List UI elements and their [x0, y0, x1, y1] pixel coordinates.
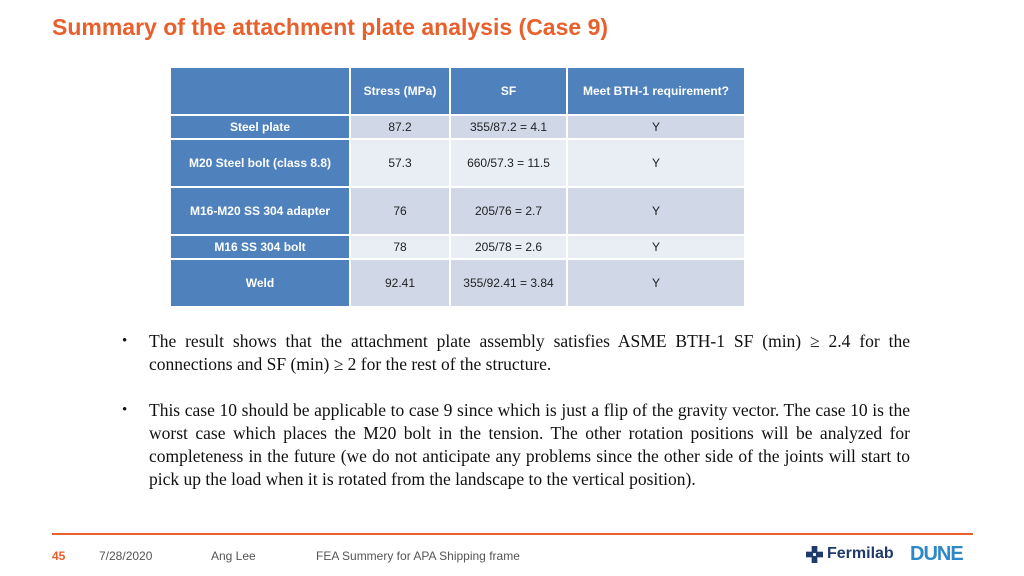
row-stress: 92.41: [351, 260, 449, 306]
row-component: Steel plate: [171, 116, 349, 138]
dune-logo: DUNE: [910, 543, 963, 565]
header-requirement: Meet BTH-1 requirement?: [568, 68, 744, 114]
table-row: [171, 260, 744, 306]
row-stress: 57.3: [351, 140, 449, 186]
table-row: [171, 236, 744, 258]
row-stress: 76: [351, 188, 449, 234]
bullet-icon: •: [122, 402, 128, 418]
table-header-row: [171, 68, 744, 114]
row-stress: 78: [351, 236, 449, 258]
row-sf: 355/92.41 = 3.84: [451, 260, 566, 306]
header-component: [171, 68, 349, 114]
row-component: M20 Steel bolt (class 8.8): [171, 140, 349, 186]
footer-divider: [52, 533, 973, 535]
page-title: Summary of the attachment plate analysis (Case 9): [52, 14, 609, 40]
row-sf: 205/76 = 2.7: [451, 188, 566, 234]
header-sf: SF: [451, 68, 566, 114]
list-item: [122, 399, 910, 491]
footer-date: 7/28/2020: [99, 549, 153, 563]
row-sf: 205/78 = 2.6: [451, 236, 566, 258]
footer-author: Ang Lee: [211, 549, 256, 563]
footer-doc-title: FEA Summery for APA Shipping frame: [316, 549, 520, 563]
table-row: [171, 188, 744, 234]
fermilab-icon: [806, 546, 823, 563]
table-row: [171, 140, 744, 186]
summary-table: [169, 66, 746, 308]
bullet-list: [122, 330, 910, 514]
row-meets: Y: [568, 188, 744, 234]
row-component: Weld: [171, 260, 349, 306]
row-sf: 355/87.2 = 4.1: [451, 116, 566, 138]
bullet-text: The result shows that the attachment plate assembly satisfies ASME BTH-1 SF (min) ≥ 2.4 for the connections and SF (min) ≥ 2 for the rest of the structure.: [149, 331, 910, 374]
row-meets: Y: [568, 236, 744, 258]
list-item: [122, 330, 910, 376]
row-meets: Y: [568, 140, 744, 186]
bullet-text: This case 10 should be applicable to case 9 since which is just a flip of the gravity vector. The case 10 is the worst case which places the M20 bolt in the tension. The other rotation positions will be analyzed for completeness in the future (we do not anticipate any problems since the other side of the joints will start to pick up the load when it is rotated from the landscape to the vertical position).: [149, 400, 910, 489]
row-meets: Y: [568, 116, 744, 138]
row-component: M16-M20 SS 304 adapter: [171, 188, 349, 234]
row-stress: 87.2: [351, 116, 449, 138]
page-number: 45: [52, 549, 66, 563]
row-sf: 660/57.3 = 11.5: [451, 140, 566, 186]
row-meets: Y: [568, 260, 744, 306]
fermilab-logo: [806, 545, 894, 563]
header-stress: Stress (MPa): [351, 68, 449, 114]
fermilab-wordmark: Fermilab: [827, 545, 894, 562]
table-row: [171, 116, 744, 138]
bullet-icon: •: [122, 333, 128, 349]
row-component: M16 SS 304 bolt: [171, 236, 349, 258]
